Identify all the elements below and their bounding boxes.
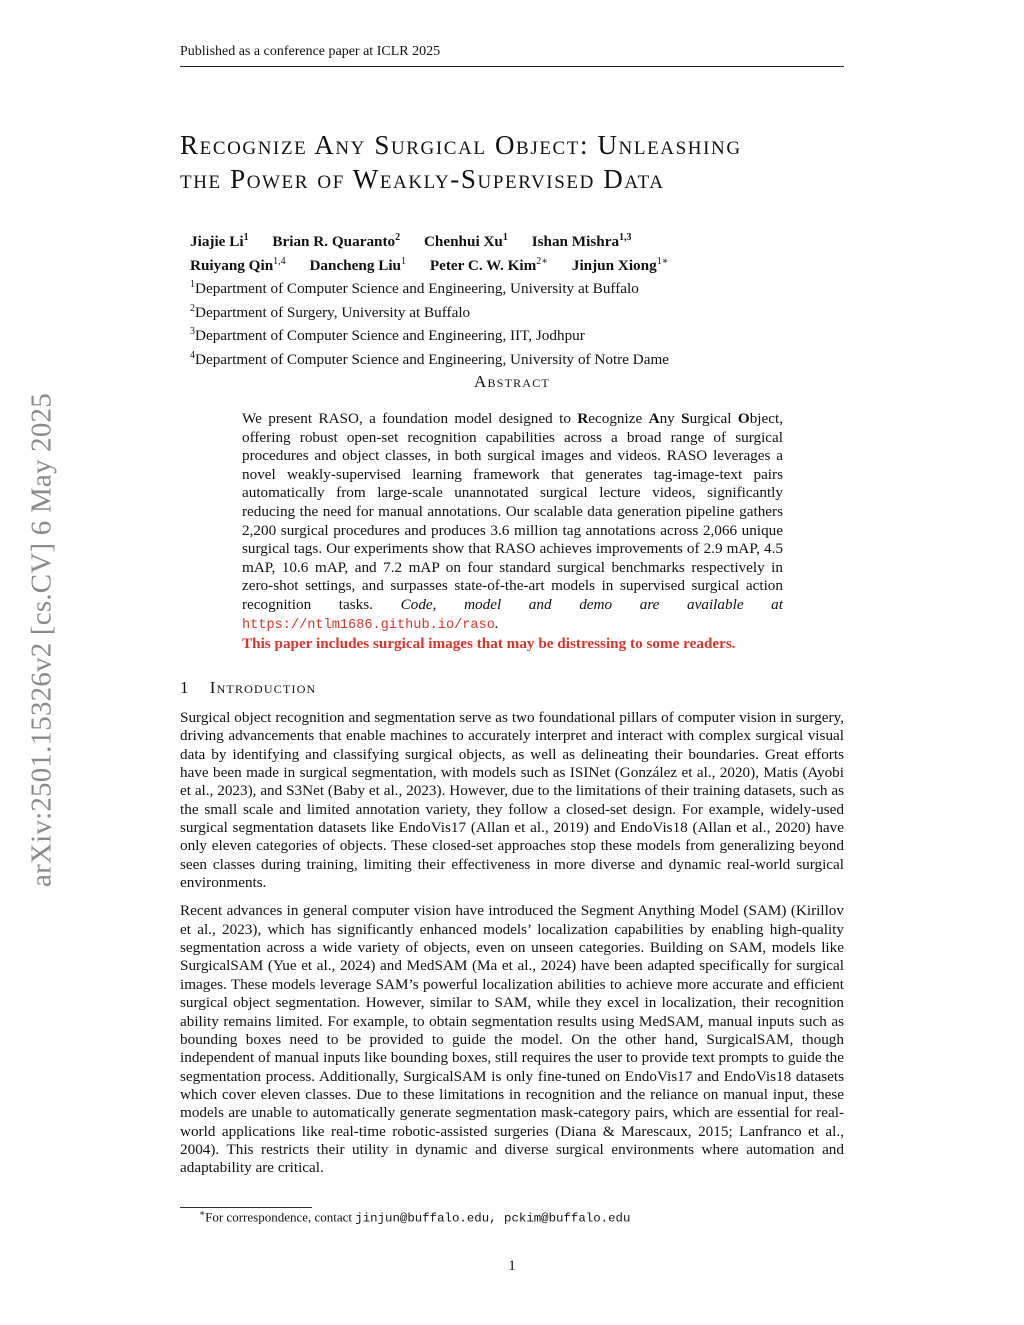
- author: Brian R. Quaranto$^2$: [272, 232, 401, 251]
- affiliation: $^4$Department of Computer Science and Engineering, University of Notre Dame: [190, 349, 670, 368]
- arxiv-identifier[interactable]: arXiv:2501.15326v2 [cs.CV] 6 May 2025: [25, 393, 58, 887]
- abstract: [242, 410, 783, 654]
- author: Peter C. W. Kim$^{2∗}$: [429, 255, 549, 274]
- author: Jiajie Li$^1$: [190, 232, 249, 251]
- running-header: Published as a conference paper at ICLR 2025: [180, 44, 441, 59]
- affiliation: $^3$Department of Computer Science and Engineering, IIT, Jodhpur: [190, 326, 585, 345]
- footnote: ∗For correspondence, contact jinjun@buffalo.edu, pckim@buffalo.edu: [199, 1208, 631, 1226]
- author: Jinjun Xiong$^{1∗}$: [571, 255, 669, 274]
- affiliation: $^1$Department of Computer Science and Engineering, University at Buffalo: [190, 279, 639, 298]
- abstract-paragraph: We present RASO, a foundation model designed to Recognize Any Surgical Object, offering robust open-set recognition capabilities across a broad range of surgical procedures and object classes, in both surgical images and videos. RASO leverages a novel weakly-supervised learning framework that generates tag-image-text pairs automatically from large-scale unannotated surgical lecture videos, significantly reducing the need for manual annotations. Our scalable data generation pipeline gathers 2,200 surgical procedures and produces 3.6 million tag annotations across 2,066 unique surgical tags. Our experiments show that RASO achieves improvements of 2.9 mAP, 4.5 mAP, 10.6 mAP, and 7.2 mAP on four standard surgical benchmarks respectively in zero-shot settings, and surpasses state-of-the-art models in supervised surgical action recognition tasks. Code, model and demo are available at https://ntlm1686.github.io/raso.: [242, 410, 783, 633]
- author: Dancheng Liu$^1$: [309, 255, 407, 274]
- paper-title: [180, 128, 850, 196]
- introduction-body: [180, 709, 844, 1188]
- body-paragraph: Surgical object recognition and segmentation serve as two foundational pillars of computer vision in surgery, driving advancements that enable machines to accurately interpret and interact with complex surgical visual data by identifying and classifying surgical objects, as well as delineating their boundaries. Great efforts have been made in surgical segmentation, with models such as ISINet (González et al., 2020), Matis (Ayobi et al., 2023), and S3Net (Baby et al., 2023). However, due to the limitations of their training datasets, such as the small scale and limited annotation variety, they follow a closed-set design. For example, widely-used surgical segmentation datasets like EndoVis17 (Allan et al., 2019) and EndoVis18 (Allan et al., 2020) have only eleven categories of objects. These closed-set approaches stop these models from generalizing beyond seen classes during training, limiting their effectiveness in more diverse and dynamic real-world surgical environments.: [180, 709, 844, 892]
- code-link[interactable]: https://ntlm1686.github.io/raso: [242, 617, 495, 633]
- contact-emails[interactable]: jinjun@buffalo.edu, pckim@buffalo.edu: [355, 1211, 631, 1226]
- affiliation: $^2$Department of Surgery, University at Buffalo: [190, 302, 471, 321]
- author: Chenhui Xu$^1$: [423, 232, 508, 251]
- section-title: Introduction: [209, 678, 317, 697]
- author-row-1: [190, 228, 830, 252]
- author-row-2: [190, 252, 830, 276]
- header-rule: [180, 66, 844, 67]
- title-line-2: the Power of Weakly-Supervised Data: [180, 164, 665, 194]
- section-heading: [180, 678, 316, 698]
- abstract-heading: Abstract: [474, 372, 550, 391]
- title-line-1: Recognize Any Surgical Object: Unleashing: [180, 130, 742, 160]
- author: Ruiyang Qin$^{1,4}$: [190, 255, 286, 274]
- page-number: 1: [508, 1258, 516, 1274]
- author-block: [190, 228, 830, 369]
- content-warning: This paper includes surgical images that may be distressing to some readers.: [242, 635, 736, 653]
- author: Ishan Mishra$^{1,3}$: [531, 232, 632, 251]
- section-number: 1: [180, 678, 190, 697]
- body-paragraph: Recent advances in general computer vision have introduced the Segment Anything Model (SAM) (Kirillov et al., 2023), which has significantly enhanced models’ localization capabilities by enabling high-quality segmentation across a wide variety of objects, even on unseen categories. Building on SAM, models like SurgicalSAM (Yue et al., 2024) and MedSAM (Ma et al., 2024) have been adapted specifically for surgical images. These models leverage SAM’s powerful localization abilities to achieve more accurate and efficient surgical object segmentation. However, similar to SAM, while they excel in localization, their recognition ability remains limited. For example, to obtain segmentation results using MedSAM, manual inputs such as bounding boxes need to be provided to guide the model. On the other hand, SurgicalSAM, though independent of manual inputs like bounding boxes, still requires the user to provide text prompts to guide the segmentation process. Additionally, SurgicalSAM is only fine-tuned on EndoVis17 and EndoVis18 datasets which cover eleven classes. Due to these limitations in recognition and the reliance on manual input, these models are unable to automatically generate segmentation mask-category pairs, which are essential for real-world applications like real-time robotic-assisted surgeries (Diana & Marescaux, 2015; Lanfranco et al., 2004). This restricts their utility in dynamic and diverse surgical environments where automation and adaptability are critical.: [180, 902, 844, 1177]
